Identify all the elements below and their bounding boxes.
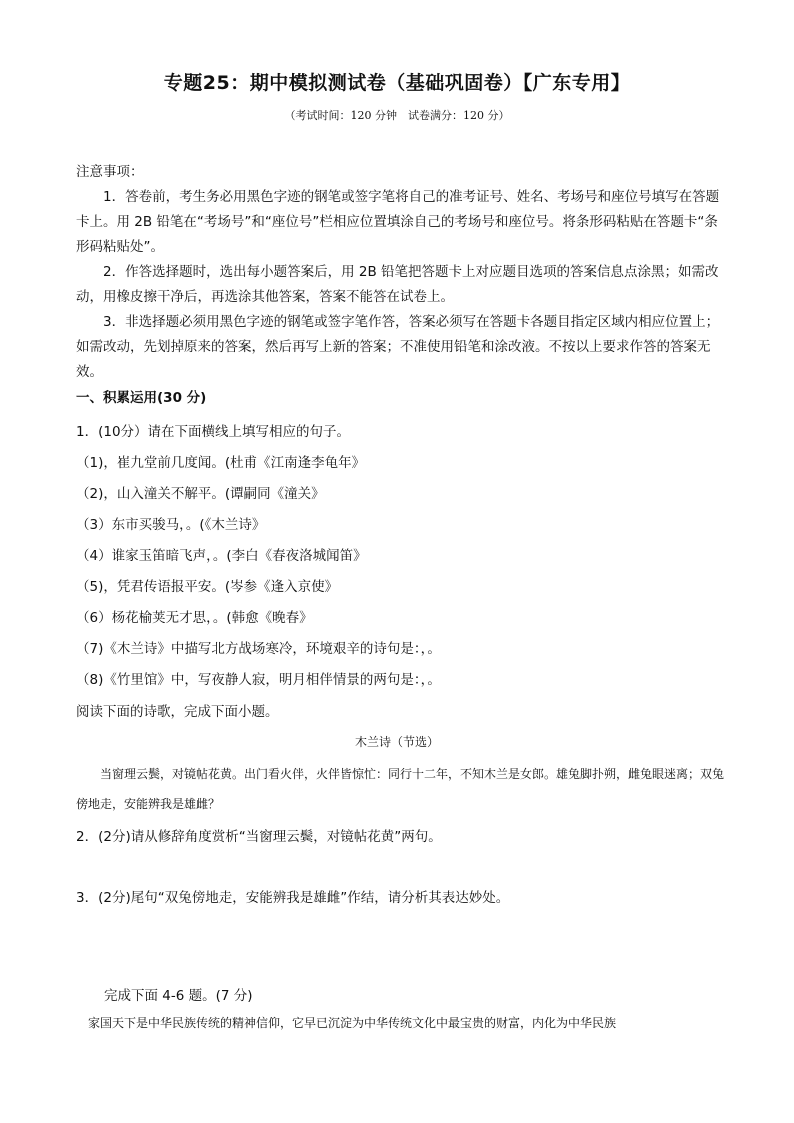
question-1-item: （3）东市买骏马，。(《木兰诗》 bbox=[76, 517, 266, 533]
exam-info: （考试时间：120 分钟 试卷满分：120 分） bbox=[284, 109, 510, 122]
question-4-6-intro: 完成下面 4-6 题。(7 分) bbox=[104, 988, 253, 1004]
question-1-stem: 1．(10分）请在下面横线上填写相应的句子。 bbox=[76, 424, 351, 440]
notice-heading: 注意事项： bbox=[76, 164, 144, 180]
passage-text: 家国天下是中华民族传统的精神信仰，它早已沉淀为中华传统文化中最宝贵的财富，内化为中华民族 bbox=[88, 1016, 617, 1030]
notice-item: 1．答卷前，考生务必用黑色字迹的钢笔或签字笔将自己的准考证号、姓名、考场号和座位号填写在答题卡上。用 2B 铅笔在“考场号”和“座位号”栏相应位置填涂自己的考场号和座位号。将条形码粘贴在答题卡“条形码粘贴处”。 bbox=[76, 189, 720, 255]
notice-section bbox=[76, 160, 724, 385]
section-heading: 一、积累运用(30 分) bbox=[76, 390, 207, 406]
reading-intro: 阅读下面的诗歌，完成下面小题。 bbox=[76, 704, 279, 720]
poem-text: 当窗理云鬓，对镜帖花黄。出门看火伴，火伴皆惊忙：同行十二年，不知木兰是女郎。雄兔脚扑朔，雌兔眼迷离；双兔傍地走，安能辨我是雄雌？ bbox=[76, 767, 725, 811]
notice-item: 3．非选择题必须用黑色字迹的钢笔或签字笔作答，答案必须写在答题卡各题目指定区域内相应位置上；如需改动，先划掉原来的答案，然后再写上新的答案；不准使用铅笔和涂改液。不按以上要求作答的答案无效。 bbox=[76, 314, 720, 380]
question-1-item: （5)，凭君传语报平安。(岑参《逢入京使》 bbox=[76, 579, 339, 595]
question-1-item: （4）谁家玉笛暗飞声，。(李白《春夜洛城闻笛》 bbox=[76, 548, 367, 564]
notice-item: 2．作答选择题时，选出每小题答案后，用 2B 铅笔把答题卡上对应题目选项的答案信息点涂黑；如需改动，用橡皮擦干净后，再选涂其他答案，答案不能答在试卷上。 bbox=[76, 264, 719, 305]
question-1-item: （8)《竹里馆》中，写夜静人寂，明月相伴情景的两句是：，。 bbox=[76, 672, 441, 688]
question-1-item: （6）杨花榆荚无才思，。(韩愈《晚春》 bbox=[76, 610, 313, 626]
question-2: 2．(2分)请从修辞角度赏析“当窗理云鬓，对镜帖花黄”两句。 bbox=[76, 829, 442, 845]
question-1-item: （1)，崔九堂前几度闻。(杜甫《江南逢李龟年》 bbox=[76, 455, 366, 471]
question-3: 3．(2分)尾句“双兔傍地走，安能辨我是雄雌”作结，请分析其表达妙处。 bbox=[76, 890, 510, 906]
poem-title: 木兰诗（节选） bbox=[354, 735, 439, 749]
page-title: 专题25：期中模拟测试卷（基础巩固卷）【广东专用】 bbox=[163, 72, 631, 94]
question-1-item: （7)《木兰诗》中描写北方战场寒冷，环境艰辛的诗句是：，。 bbox=[76, 641, 441, 657]
question-1-item: （2)，山入潼关不解平。(谭嗣同《潼关》 bbox=[76, 486, 325, 502]
